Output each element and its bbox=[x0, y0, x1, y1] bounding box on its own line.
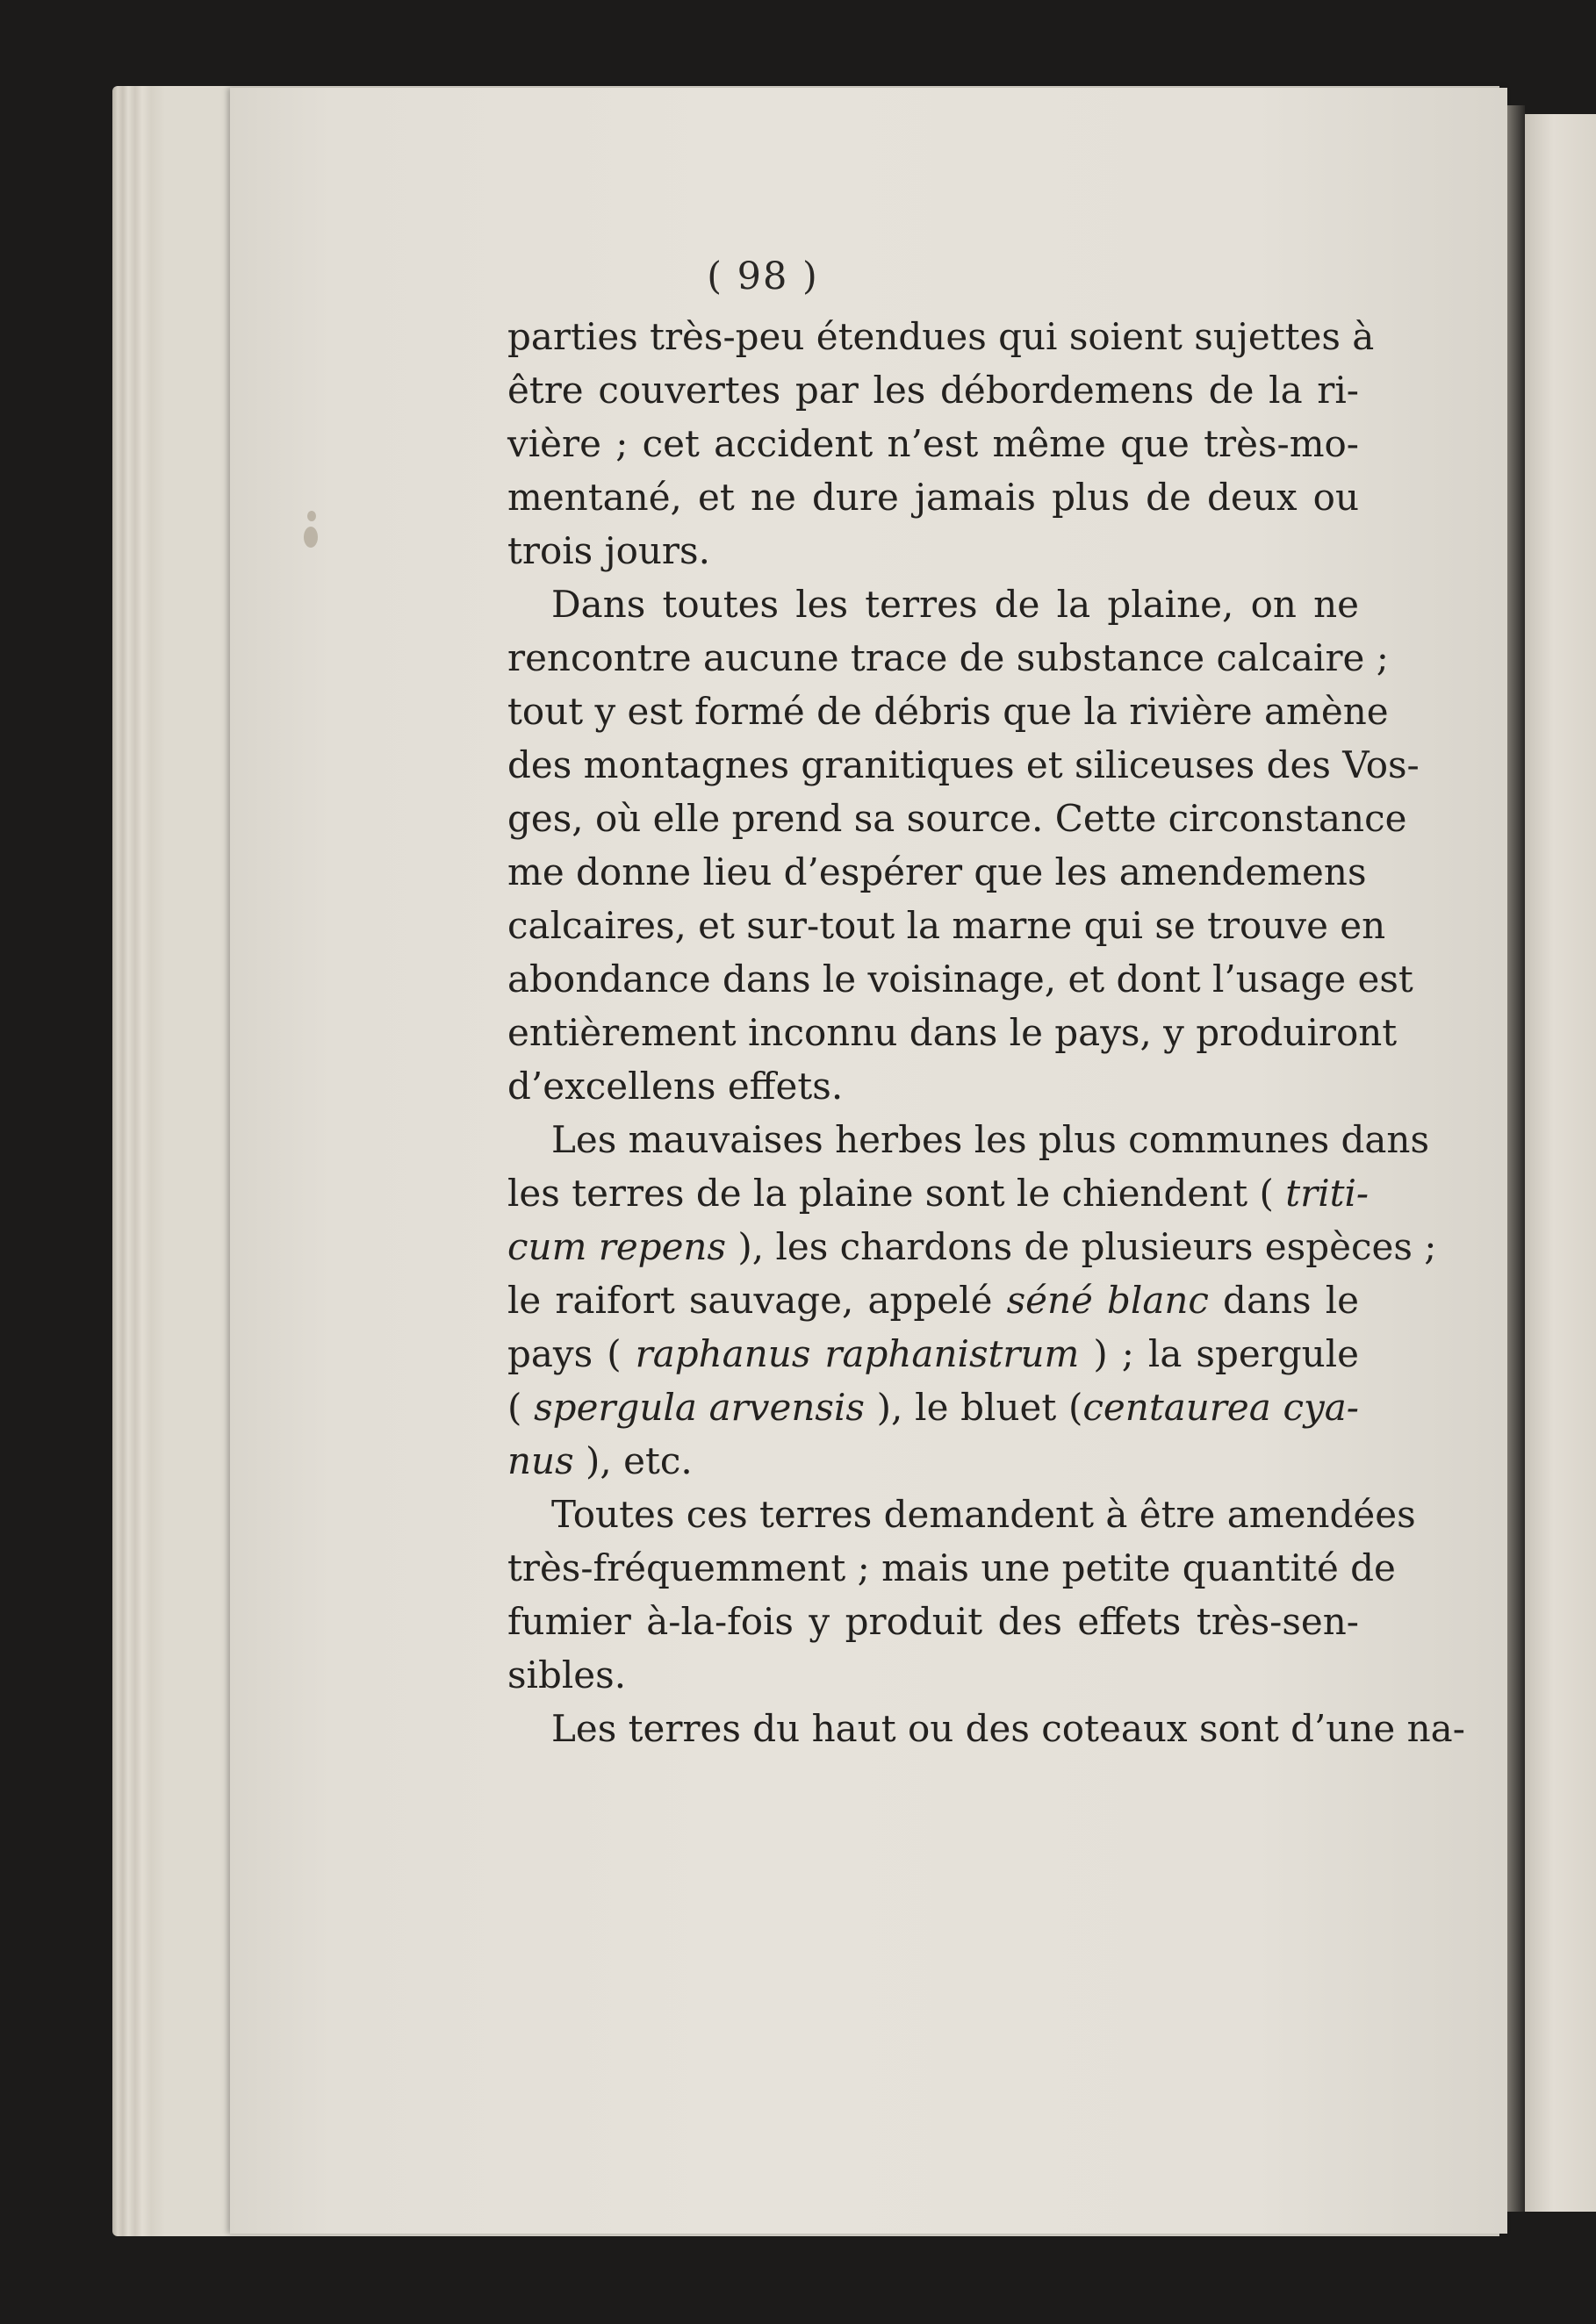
text-line: Les mauvaises herbes les plus communes dans bbox=[551, 1118, 1430, 1161]
text-line: Dans toutes les terres de la plaine, on ne bbox=[551, 583, 1359, 626]
text-line: vière ; cet accident n’est même que très-mo- bbox=[507, 422, 1359, 465]
text-line: sibles. bbox=[507, 1653, 627, 1696]
text-line: rencontre aucune trace de substance calcaire ; bbox=[507, 636, 1389, 679]
text-line bbox=[507, 1220, 1437, 1273]
text-line: calcaires, et sur-tout la marne qui se trouve en bbox=[507, 904, 1386, 947]
text-line bbox=[507, 1327, 1359, 1381]
text-line: d’excellens effets. bbox=[507, 1065, 844, 1108]
text-line: Toutes ces terres demandent à être amendées bbox=[551, 1493, 1416, 1536]
italic-text: cum repens bbox=[507, 1225, 727, 1268]
text-fragment: les terres de la plaine sont le chiendent ( bbox=[507, 1172, 1286, 1215]
text-line: mentané, et ne dure jamais plus de deux ou bbox=[507, 476, 1359, 519]
text-line bbox=[507, 1434, 1359, 1488]
text-line bbox=[507, 1273, 1359, 1327]
book-gutter bbox=[1507, 105, 1525, 2212]
text-line: entièrement inconnu dans le pays, y produiront bbox=[507, 1011, 1398, 1054]
text-fragment: ), etc. bbox=[573, 1439, 693, 1482]
text-fragment: ), les chardons de plusieurs espèces ; bbox=[726, 1225, 1437, 1268]
text-line: parties très-peu étendues qui soient sujettes à bbox=[507, 315, 1375, 358]
paper-stain bbox=[307, 511, 316, 521]
text-line: fumier à-la-fois y produit des effets très-sen- bbox=[507, 1600, 1359, 1643]
text-line: me donne lieu d’espérer que les amendemens bbox=[507, 850, 1367, 893]
text-fragment: ), le bluet ( bbox=[864, 1386, 1083, 1429]
text-fragment: le raifort sauvage, appelé bbox=[507, 1279, 1007, 1322]
text-fragment: pays ( bbox=[507, 1332, 636, 1375]
italic-text: triti- bbox=[1285, 1172, 1370, 1215]
italic-text: séné blanc bbox=[1006, 1279, 1209, 1322]
text-line: très-fréquemment ; mais une petite quantité de bbox=[507, 1546, 1396, 1589]
text-line: Les terres du haut ou des coteaux sont d’une na- bbox=[551, 1707, 1465, 1750]
text-line: tout y est formé de débris que la rivière amène bbox=[507, 690, 1389, 733]
italic-text: centaurea cya- bbox=[1082, 1386, 1359, 1429]
text-fragment: ) ; la spergule bbox=[1079, 1332, 1359, 1375]
page-number: ( 98 ) bbox=[707, 255, 819, 298]
text-line: ges, où elle prend sa source. Cette circonstance bbox=[507, 797, 1407, 840]
text-line bbox=[507, 1166, 1370, 1220]
facing-page-edge bbox=[1525, 114, 1596, 2212]
italic-text: raphanus raphanistrum bbox=[635, 1332, 1080, 1375]
text-line: abondance dans le voisinage, et dont l’usage est bbox=[507, 958, 1413, 1001]
paper-stain bbox=[304, 527, 318, 548]
italic-text: spergula arvensis bbox=[534, 1386, 865, 1429]
text-line: trois jours. bbox=[507, 529, 710, 572]
italic-text: nus bbox=[507, 1439, 574, 1482]
text-line bbox=[507, 1381, 1359, 1434]
text-line: des montagnes granitiques et siliceuses des Vos- bbox=[507, 743, 1420, 786]
text-line: être couvertes par les débordemens de la ri- bbox=[507, 369, 1359, 412]
text-fragment: ( bbox=[507, 1386, 535, 1429]
page-text bbox=[507, 310, 1465, 1755]
text-fragment: dans le bbox=[1208, 1279, 1359, 1322]
